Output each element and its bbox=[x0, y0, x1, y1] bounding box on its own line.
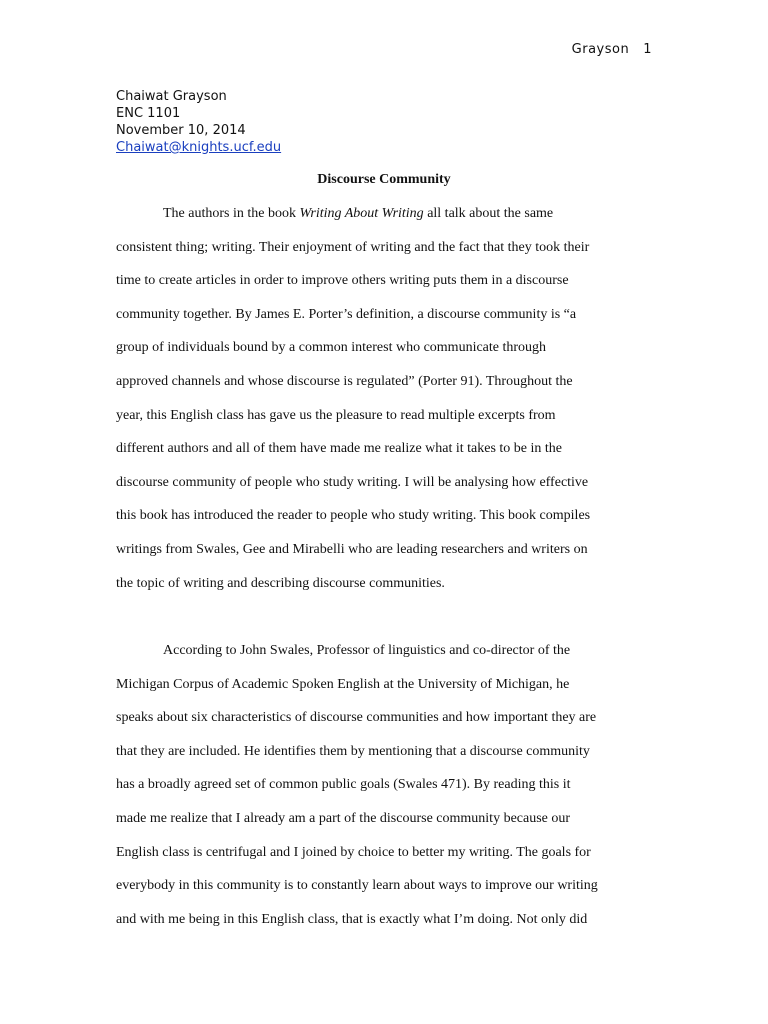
paragraph-line: community together. By James E. Porter’s definition, a discourse community is “a bbox=[116, 306, 577, 322]
paragraph-1 bbox=[116, 197, 648, 600]
paragraph-line: that they are included. He identifies them by mentioning that a discourse community bbox=[116, 743, 590, 759]
paragraph-line: According to John Swales, Professor of linguistics and co-director of the bbox=[163, 643, 571, 658]
paragraph-line: Michigan Corpus of Academic Spoken English at the University of Michigan, he bbox=[116, 676, 570, 692]
paragraph-line: discourse community of people who study writing. I will be analysing how effective bbox=[116, 474, 589, 490]
paragraph-line: and with me being in this English class, that is exactly what I’m doing. Not only did bbox=[116, 911, 588, 927]
paragraph-line: speaks about six characteristics of discourse communities and how important they are bbox=[116, 710, 597, 726]
paragraph-line: writings from Swales, Gee and Mirabelli who are leading researchers and writers on bbox=[116, 541, 588, 557]
paragraph-line: consistent thing; writing. Their enjoyment of writing and the fact that they took their bbox=[116, 239, 590, 255]
paragraph-line: this book has introduced the reader to people who study writing. This book compiles bbox=[116, 508, 591, 524]
page-number: 1 bbox=[643, 42, 652, 57]
paragraph-1-line-1 bbox=[116, 197, 648, 231]
paragraph-line: has a broadly agreed set of common public goals (Swales 471). By reading this it bbox=[116, 777, 571, 793]
paragraph-line: group of individuals bound by a common interest who communicate through bbox=[116, 340, 547, 356]
mla-heading bbox=[116, 88, 281, 156]
paragraph-2 bbox=[116, 634, 648, 936]
course-code: ENC 1101 bbox=[116, 106, 181, 121]
paragraph-line: made me realize that I already am a part of the discourse community because our bbox=[116, 810, 571, 826]
email-link[interactable]: Chaiwat@knights.ucf.edu bbox=[116, 140, 282, 155]
paragraph-line: different authors and all of them have made me realize what it takes to be in the bbox=[116, 441, 563, 457]
paragraph-line: time to create articles in order to improve others writing puts them in a discourse bbox=[116, 273, 569, 289]
line-text: all talk about the same bbox=[423, 206, 554, 221]
paragraph-line: English class is centrifugal and I joined by choice to better my writing. The goals for bbox=[116, 844, 591, 860]
essay-title: Discourse Community bbox=[317, 172, 451, 187]
paragraph-line: approved channels and whose discourse is regulated” (Porter 91). Throughout the bbox=[116, 373, 573, 389]
student-name: Chaiwat Grayson bbox=[116, 89, 227, 104]
paragraph-line: year, this English class has gave us the pleasure to read multiple excerpts from bbox=[116, 407, 556, 423]
line-text: The authors in the book bbox=[163, 206, 300, 221]
book-title: Writing About Writing bbox=[299, 206, 424, 221]
paragraph-line: the topic of writing and describing discourse communities. bbox=[116, 575, 445, 591]
header-surname: Grayson bbox=[571, 42, 630, 57]
date: November 10, 2014 bbox=[116, 123, 246, 138]
paragraph-line: everybody in this community is to constantly learn about ways to improve our writing bbox=[116, 878, 598, 894]
running-head bbox=[572, 42, 652, 57]
